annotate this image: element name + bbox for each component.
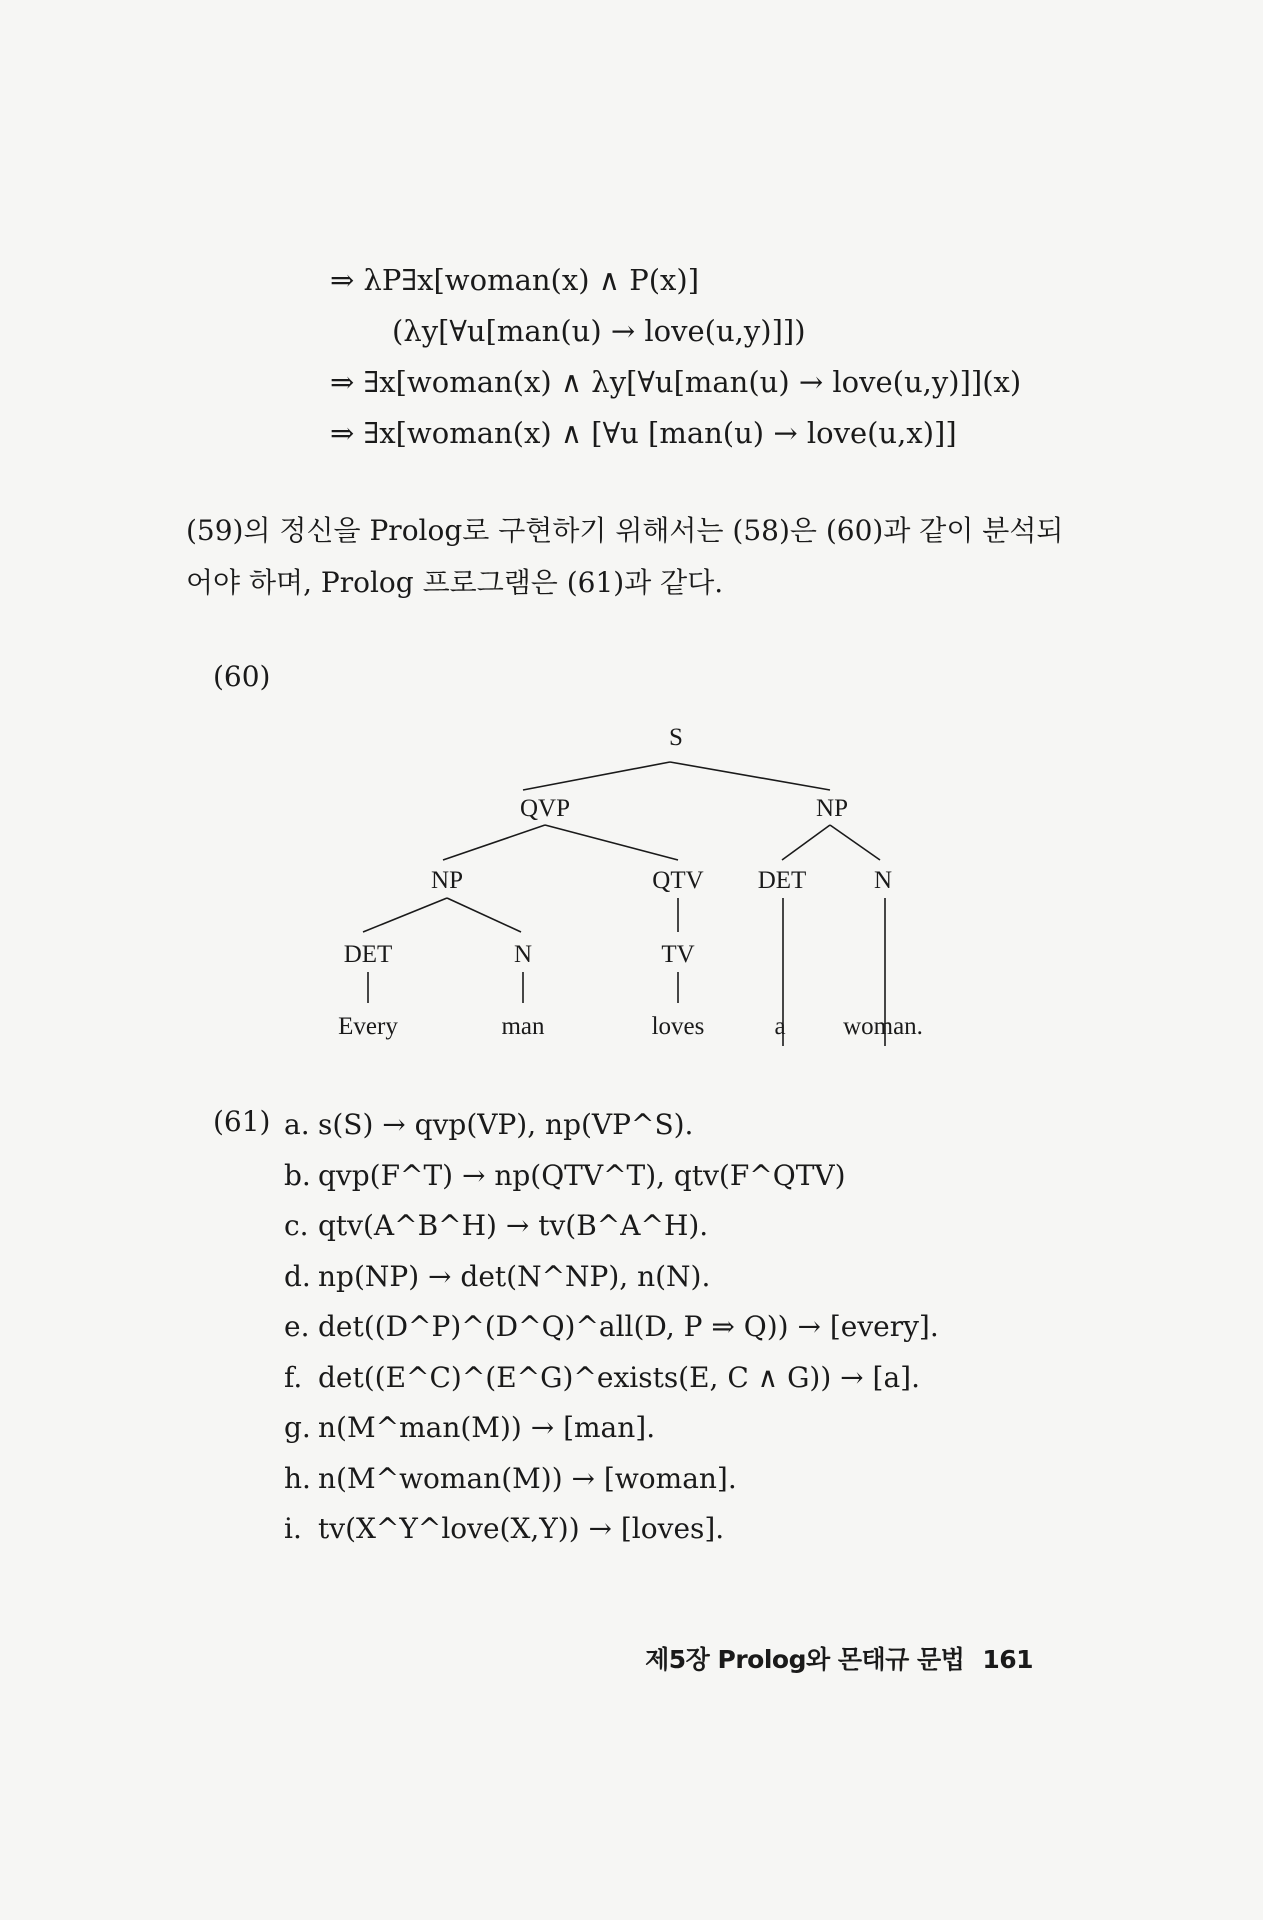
prolog-rule: [284, 1100, 939, 1151]
leaf-loves: loves: [651, 1013, 705, 1040]
tree-branch: [443, 825, 545, 860]
page-number: 161: [982, 1645, 1033, 1674]
example-60-label: (60): [213, 660, 271, 693]
leaf-woman: woman.: [843, 1013, 923, 1040]
leaf-man: man: [501, 1013, 545, 1040]
rule-text: tv(X^Y^love(X,Y)) → [loves].: [318, 1512, 725, 1545]
node-np-subject: NP: [431, 867, 463, 894]
prolog-rule: [284, 1353, 939, 1404]
chapter-title: 제5장 Prolog와 몬태규 문법: [645, 1645, 965, 1674]
node-det-subject: DET: [343, 941, 393, 968]
derivation-line: ⇒ λP∃x[woman(x) ∧ P(x)]: [330, 263, 700, 297]
rule-letter: c.: [284, 1209, 309, 1242]
rule-text: n(M^woman(M)) → [woman].: [318, 1461, 737, 1495]
rule-letter: a.: [284, 1108, 310, 1141]
tree-branch: [782, 825, 830, 860]
prolog-rule: [284, 1252, 939, 1303]
page-footer: [645, 1640, 1033, 1676]
node-qtv: QTV: [652, 867, 704, 894]
derivation-line: (λy[∀u[man(u) → love(u,y)]]): [392, 314, 806, 348]
body-paragraph: (59)의 정신을 Prolog로 구현하기 위해서는 (58)은 (60)과 같이 분석되어야 하며, Prolog 프로그램은 (61)과 같다.: [186, 514, 1064, 599]
rule-text: n(M^man(M)) → [man].: [318, 1411, 656, 1444]
node-s: S: [669, 724, 683, 751]
node-det-object: DET: [757, 867, 807, 894]
tree-branch: [523, 762, 670, 790]
rule-letter: g.: [284, 1411, 311, 1444]
example-61-label: (61): [213, 1105, 271, 1138]
rule-letter: i.: [284, 1512, 302, 1545]
lambda-derivation: [330, 255, 1021, 459]
tree-branch: [447, 898, 521, 932]
rule-text: det((D^P)^(D^Q)^all(D, P ⇒ Q)) → [every].: [318, 1310, 939, 1343]
rule-letter: h.: [284, 1461, 311, 1495]
rule-text: qvp(F^T) → np(QTV^T), qtv(F^QTV): [318, 1158, 846, 1192]
syntax-tree: [0, 700, 1263, 1060]
node-n-object: N: [873, 867, 893, 894]
derivation-line: ⇒ ∃x[woman(x) ∧ [∀u [man(u) → love(u,x)]]: [330, 416, 957, 450]
prolog-rules: [284, 1100, 939, 1555]
node-qvp: QVP: [519, 795, 571, 822]
prolog-rule: [284, 1504, 939, 1555]
prolog-rule: [284, 1403, 939, 1454]
tree-branch: [830, 825, 880, 860]
leaf-a: a: [774, 1013, 786, 1040]
rule-letter: d.: [284, 1259, 311, 1293]
rule-letter: e.: [284, 1310, 310, 1343]
tree-branch: [545, 825, 678, 860]
rule-text: s(S) → qvp(VP), np(VP^S).: [318, 1108, 694, 1141]
node-np-object: NP: [816, 795, 848, 822]
rule-letter: b.: [284, 1158, 311, 1192]
tree-branch: [363, 898, 447, 932]
rule-letter: f.: [284, 1360, 303, 1394]
rule-text: np(NP) → det(N^NP), n(N).: [318, 1259, 711, 1293]
prolog-rule: [284, 1201, 939, 1252]
tree-branch: [670, 762, 830, 790]
node-n-subject: N: [513, 941, 533, 968]
node-tv: TV: [661, 941, 695, 968]
prolog-rule: [284, 1454, 939, 1505]
rule-text: qtv(A^B^H) → tv(B^A^H).: [318, 1209, 709, 1242]
derivation-line: ⇒ ∃x[woman(x) ∧ λy[∀u[man(u) → love(u,y)]](x): [330, 365, 1022, 399]
prolog-rule: [284, 1151, 939, 1202]
prolog-rule: [284, 1302, 939, 1353]
rule-text: det((E^C)^(E^G)^exists(E, C ∧ G)) → [a].: [318, 1360, 920, 1394]
leaf-every: Every: [338, 1013, 398, 1040]
